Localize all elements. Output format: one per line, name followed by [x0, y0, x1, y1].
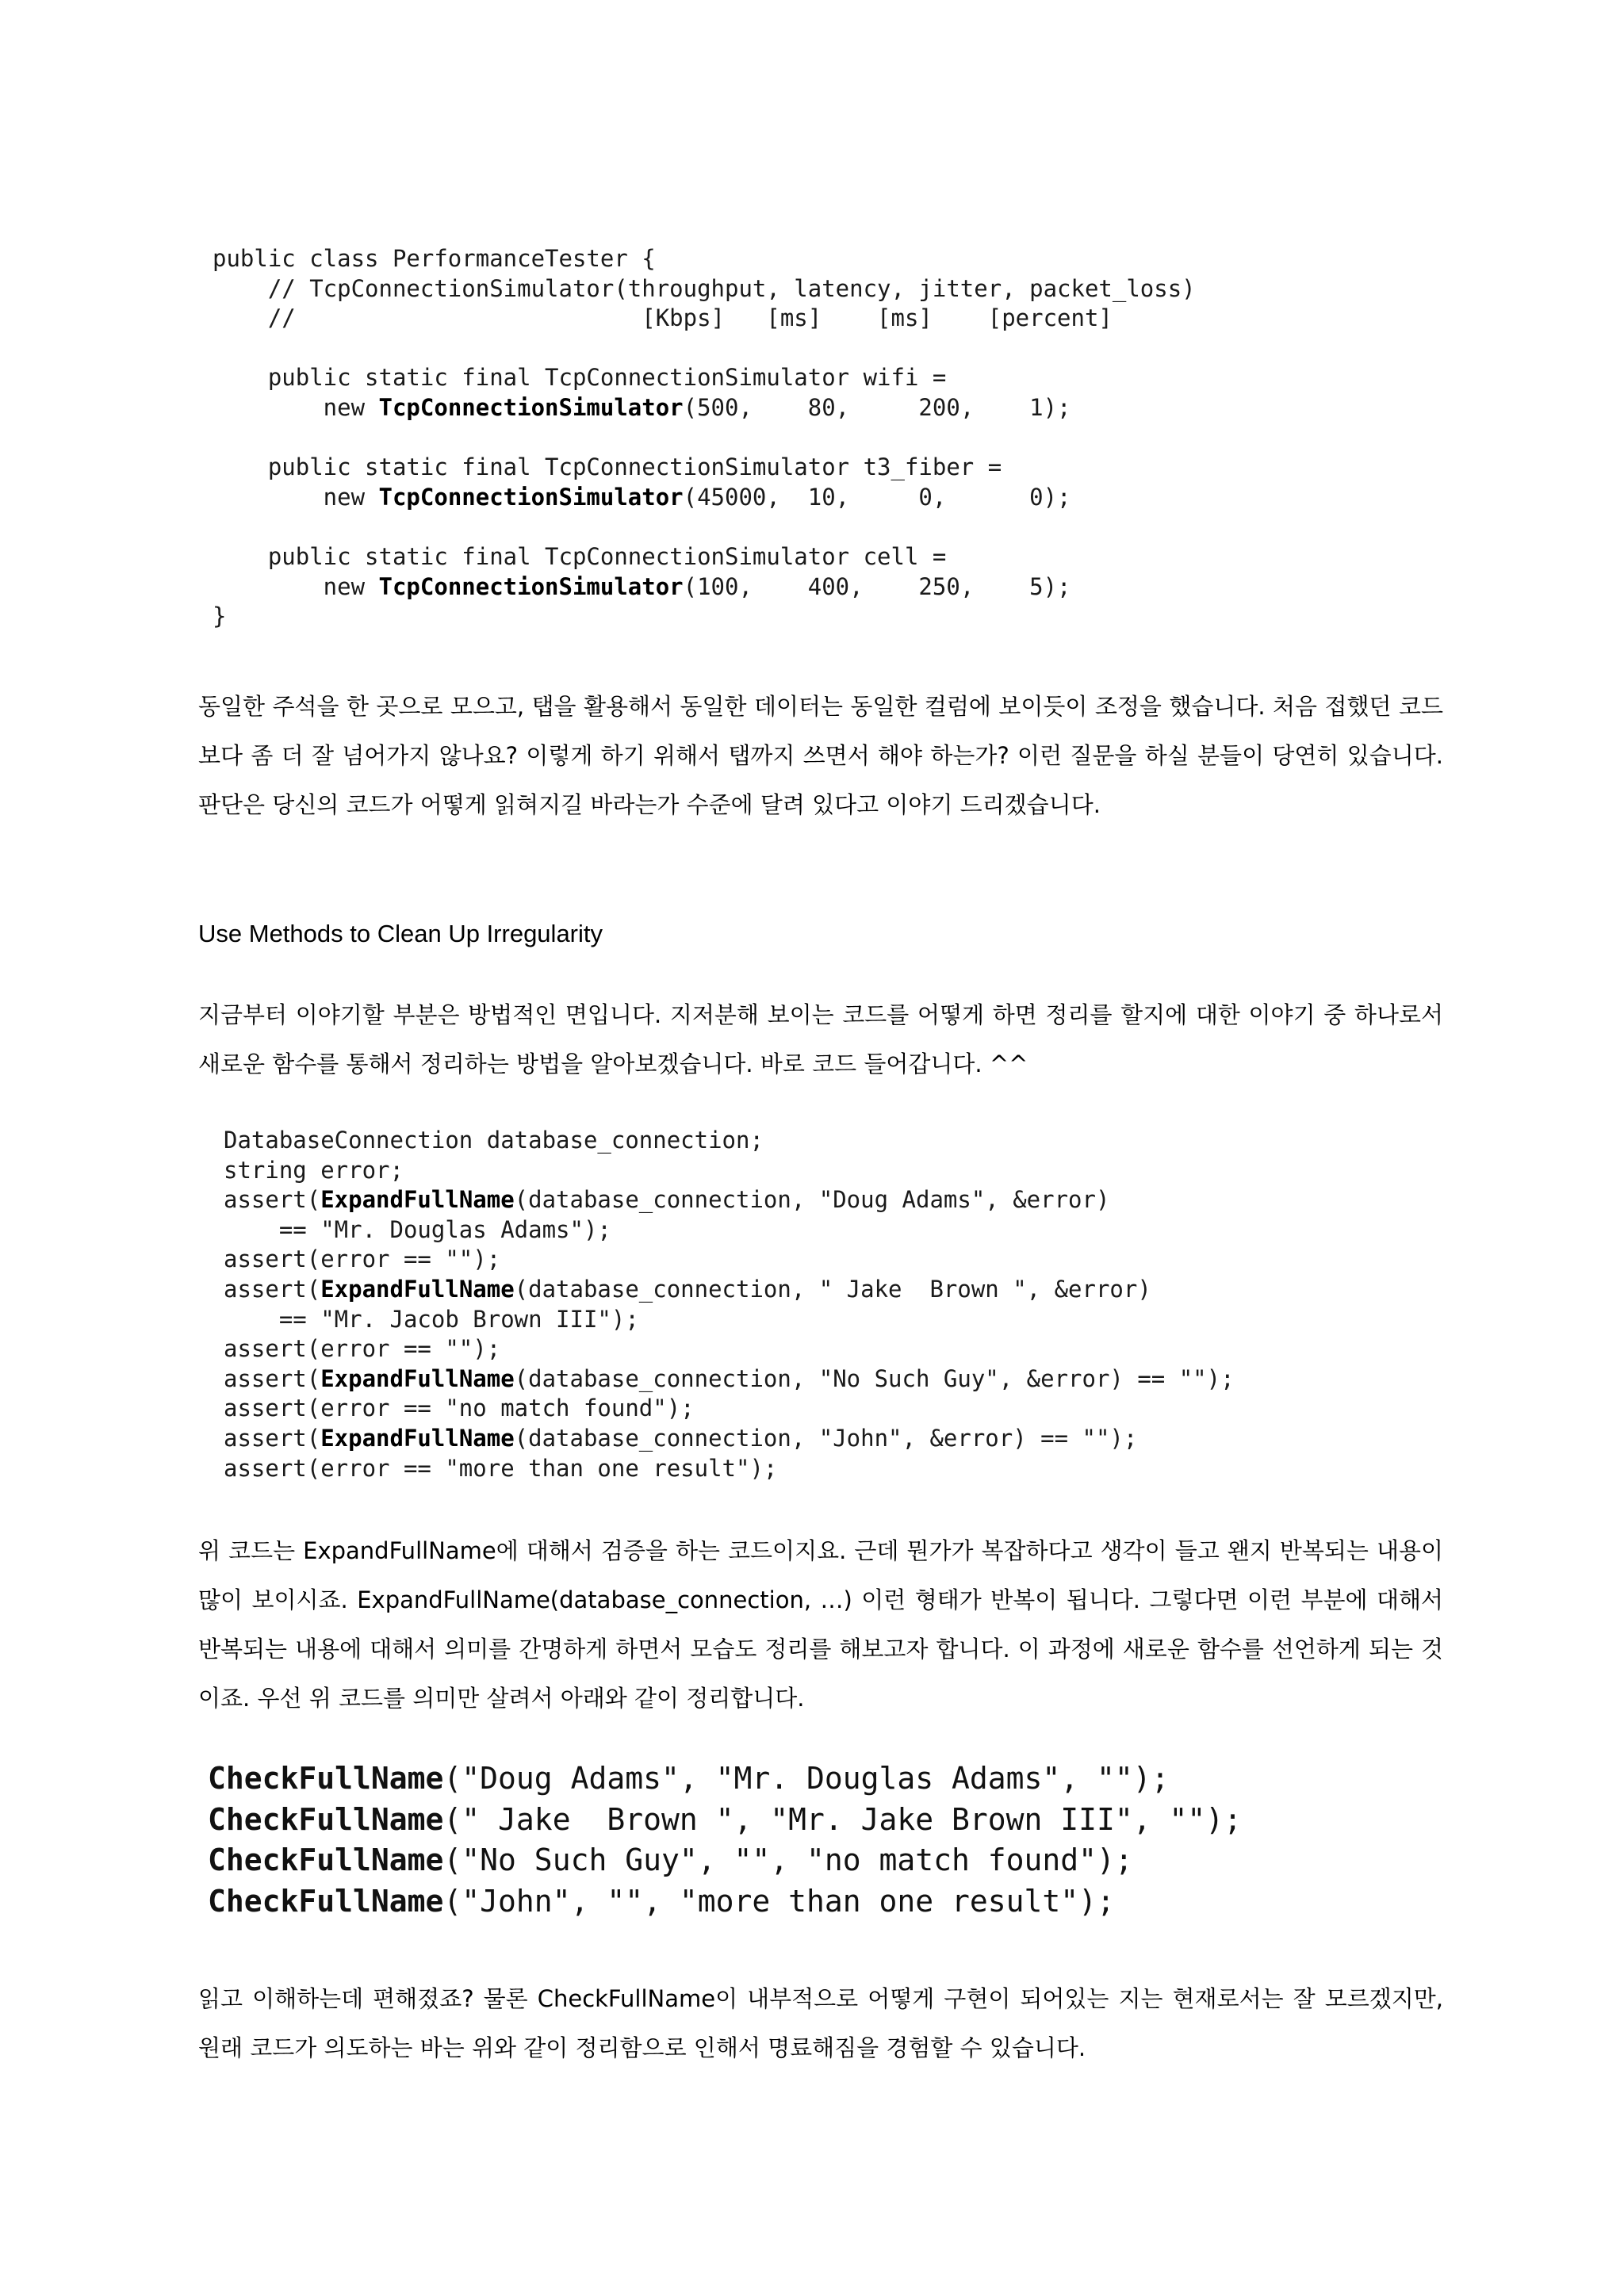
code-block-performance-tester [213, 244, 1196, 632]
paragraph-conclusion: 읽고 이해하는데 편해졌죠? 물론 CheckFullName이 내부적으로 어떻게 구현이 되어있는 지는 현재로서는 잘 모르겠지만, 원래 코드가 의도하는 바는 위와 같이 정리함으로 인해서 명료해짐을 경험할 수 있습니다. [198, 1985, 1443, 2061]
code-bold-token: TcpConnectionSimulator [378, 572, 684, 600]
code-line: public static final TcpConnectionSimulator wifi = [213, 364, 947, 392]
code-bold-token: ExpandFullName [320, 1364, 515, 1392]
code-line: DatabaseConnection database_connection; [224, 1127, 764, 1154]
code-line: == "Mr. Douglas Adams"); [224, 1215, 611, 1243]
code-bold-token: ExpandFullName [320, 1186, 515, 1214]
code-bold-token: ExpandFullName [320, 1275, 515, 1303]
code-line: assert(ExpandFullName(database_connection, " Jake Brown ", &error) [224, 1275, 1151, 1303]
code-line: assert(ExpandFullName(database_connection, "John", &error) == ""); [224, 1424, 1138, 1452]
code-line: assert(error == "more than one result"); [224, 1454, 778, 1482]
paragraph-expand-full-name: 위 코드는 ExpandFullName에 대해서 검증을 하는 코드이지요. 근데 뭔가가 복잡하다고 생각이 들고 왠지 반복되는 내용이 많이 보이시죠. ExpandFullName(database_connection, …) 이런 형태가 반복이 됩니다. 그렇다면 이런 부분에 대해서 반복되는 내용에 대해서 의미를 간명하게 하면서 모습도 정리를 해보고자 합니다. 이 과정에 새로운 함수를 선언하게 되는 것이죠. 우선 위 코드를 의미만 살려서 아래와 같이 정리합니다. [198, 1537, 1443, 1712]
code-line: assert(error == "no match found"); [224, 1395, 695, 1422]
code-bold-token: TcpConnectionSimulator [378, 483, 684, 511]
code-bold-token: CheckFullName [208, 1801, 444, 1837]
code-line: public static final TcpConnectionSimulator cell = [213, 542, 947, 570]
code-line [213, 334, 1196, 364]
code-line [213, 512, 1196, 542]
code-line: // TcpConnectionSimulator(throughput, latency, jitter, packet_loss) [213, 274, 1196, 302]
code-line: assert(ExpandFullName(database_connection, "No Such Guy", &error) == ""); [224, 1364, 1235, 1392]
code-line: // [Kbps] [ms] [ms] [percent] [213, 304, 1113, 332]
paragraph-alignment-explanation: 동일한 주석을 한 곳으로 모으고, 탭을 활용해서 동일한 데이터는 동일한 컬럼에 보이듯이 조정을 했습니다. 처음 접했던 코드보다 좀 더 잘 넘어가지 않나요? 이렇게 하기 위해서 탭까지 쓰면서 해야 하는가? 이런 질문을 하실 분들이 당연히 있습니다. 판단은 당신의 코드가 어떻게 읽혀지길 바라는가 수준에 달려 있다고 이야기 드리겠습니다. [198, 693, 1443, 818]
code-line: CheckFullName("Doug Adams", "Mr. Douglas Adams", ""); [208, 1761, 1170, 1796]
code-bold-token: TcpConnectionSimulator [378, 393, 684, 421]
code-line: new TcpConnectionSimulator(500, 80, 200, 1); [213, 393, 1071, 421]
code-bold-token: CheckFullName [208, 1883, 444, 1919]
code-line: public static final TcpConnectionSimulator t3_fiber = [213, 453, 1002, 481]
code-bold-token: ExpandFullName [320, 1424, 515, 1452]
code-bold-token: CheckFullName [208, 1761, 444, 1796]
code-line: assert(error == ""); [224, 1246, 501, 1273]
code-line: new TcpConnectionSimulator(45000, 10, 0, 0); [213, 483, 1071, 511]
code-line [213, 423, 1196, 453]
code-line: assert(error == ""); [224, 1335, 501, 1363]
code-line: CheckFullName("No Such Guy", "", "no match found"); [208, 1843, 1133, 1877]
code-line: } [213, 603, 227, 630]
code-line: assert(ExpandFullName(database_connection, "Doug Adams", &error) [224, 1186, 1110, 1214]
code-line: CheckFullName("John", "", "more than one result"); [208, 1883, 1115, 1919]
code-line: new TcpConnectionSimulator(100, 400, 250, 5); [213, 572, 1071, 600]
code-line: public class PerformanceTester { [213, 245, 656, 272]
code-bold-token: CheckFullName [208, 1843, 444, 1877]
code-line: string error; [224, 1156, 404, 1184]
code-block-expand-full-name [224, 1126, 1235, 1483]
code-block-check-full-name [208, 1758, 1242, 1922]
code-line: CheckFullName(" Jake Brown ", "Mr. Jake Brown III", ""); [208, 1801, 1243, 1837]
code-line: == "Mr. Jacob Brown III"); [224, 1305, 639, 1333]
paragraph-methods-intro: 지금부터 이야기할 부분은 방법적인 면입니다. 지저분해 보이는 코드를 어떻게 하면 정리를 할지에 대한 이야기 중 하나로서 새로운 함수를 통해서 정리하는 방법을 알아보겠습니다. 바로 코드 들어갑니다. ^^ [198, 1001, 1443, 1077]
section-heading: Use Methods to Clean Up Irregularity [198, 920, 603, 947]
